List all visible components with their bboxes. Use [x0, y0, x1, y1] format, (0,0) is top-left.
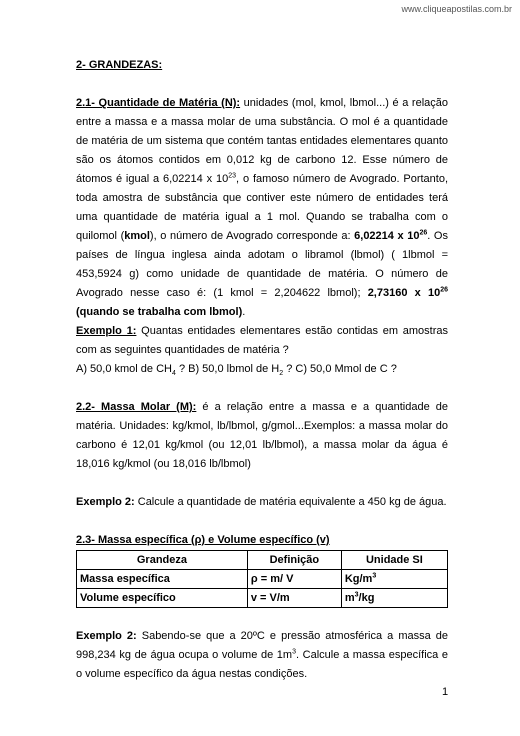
- unit-text: m: [344, 592, 355, 604]
- table-cell: Volume específico: [77, 589, 248, 608]
- subscript: 2: [279, 370, 284, 378]
- text-segment: . Calcule a massa específica e o volume específico da água nestas condições.: [76, 649, 448, 680]
- site-watermark: www.cliqueapostilas.com.br: [401, 4, 512, 14]
- unit-text: /kg: [358, 592, 375, 604]
- table-header: Unidade SI: [341, 551, 447, 570]
- avogadro-lbmol: 2,73160 x 10: [367, 287, 441, 299]
- superscript: 3: [292, 648, 296, 656]
- document-page: [76, 56, 448, 684]
- example-1-options: [76, 360, 448, 379]
- option-b: ? B) 50,0 lbmol de H: [175, 363, 280, 375]
- text-segment: Sabendo-se que a 20ºC e pressão atmosférica a massa de 998,234 kg de água ocupa o volume de 1m: [76, 630, 448, 661]
- paragraph-massa-molar: [76, 398, 448, 474]
- superscript: 26: [440, 286, 448, 294]
- example-2-label: Exemplo 2:: [76, 496, 135, 508]
- text-segment: .: [242, 306, 246, 318]
- section-title: 2- GRANDEZAS:: [76, 59, 163, 71]
- page-number: 1: [442, 686, 449, 698]
- heading-massa-especifica: 2.3- Massa específica (ρ) e Volume específico (v): [76, 534, 330, 546]
- table-cell: [341, 589, 447, 608]
- heading-massa-molar: 2.2- Massa Molar (M):: [76, 401, 197, 413]
- text-lbmol-note: (quando se trabalha com lbmol): [76, 306, 243, 318]
- text-segment: ), o número de Avogrado corresponde a:: [149, 230, 355, 242]
- subscript: 4: [171, 370, 176, 378]
- table-row: [77, 589, 448, 608]
- example-1: [76, 322, 448, 360]
- example-2-label: Exemplo 2:: [76, 630, 137, 642]
- superscript: 23: [228, 172, 237, 180]
- grandezas-table: [76, 550, 448, 608]
- heading-quantidade-materia: 2.1- Quantidade de Matéria (N):: [76, 97, 241, 109]
- table-cell: ρ = m/ V: [247, 570, 341, 589]
- example-1-text: Quantas entidades elementares estão contidas em amostras com as seguintes quantidades de matéria ?: [76, 325, 448, 356]
- example-1-label: Exemplo 1:: [76, 325, 137, 337]
- paragraph-quantidade-materia: [76, 94, 448, 322]
- example-2-massa-especifica: [76, 627, 448, 684]
- text-segment: unidades (mol, kmol, lbmol...) é a relação entre a massa e a massa molar de uma substância. O mol é a quantidade de matéria de um sistema que contém tantas entidades elementares quanto são os átomos contidos em 0,012 kg de carbono 12. Esse número de átomos é igual a 6,02214 x 10: [76, 97, 448, 185]
- table-header: Definição: [247, 551, 341, 570]
- table-cell: v = V/m: [247, 589, 341, 608]
- superscript: 3: [372, 572, 377, 580]
- text-kmol: kmol: [124, 230, 150, 242]
- table-row: [77, 570, 448, 589]
- text-segment: , o famoso número de Avogrado. Portanto, toda amostra de substância que contiver este número de entidades terá uma quantidade de matéria igual a 1 mol. Quando se trabalha com o quilomol (: [76, 173, 448, 242]
- table-header-row: [77, 551, 448, 570]
- table-header: Grandeza: [77, 551, 248, 570]
- table-cell: Massa específica: [77, 570, 248, 589]
- example-2-text: Calcule a quantidade de matéria equivalente a 450 kg de água.: [134, 496, 447, 508]
- avogadro-kmol: 6,02214 x 10: [354, 230, 420, 242]
- text-segment: . Os países de língua inglesa ainda adotam o libramol (lbmol) ( 1lbmol = 453,5924 g) como unidade de quantidade de matéria. O número de Avogrado nesse caso é: (1 kmol = 2,204622 lbmol);: [76, 230, 448, 299]
- example-2-quantidade: [76, 493, 448, 512]
- unit-text: Kg/m: [344, 573, 373, 585]
- option-a: A) 50,0 kmol de CH: [76, 363, 172, 375]
- text-segment: é a relação entre a massa e a quantidade de matéria. Unidades: kg/kmol, lb/lbmol, g/gmol...Exemplos: a massa molar do carbono é 12,01 kg/kmol (ou 12,01 lb/lbmol), a massa molar da água é 18,016 kg/kmol (ou 18,016 lb/lbmol): [76, 401, 449, 470]
- option-c: ? C) 50,0 Mmol de C ?: [283, 363, 397, 375]
- superscript: 26: [419, 229, 428, 237]
- superscript: 3: [354, 591, 359, 599]
- table-cell: [341, 570, 447, 589]
